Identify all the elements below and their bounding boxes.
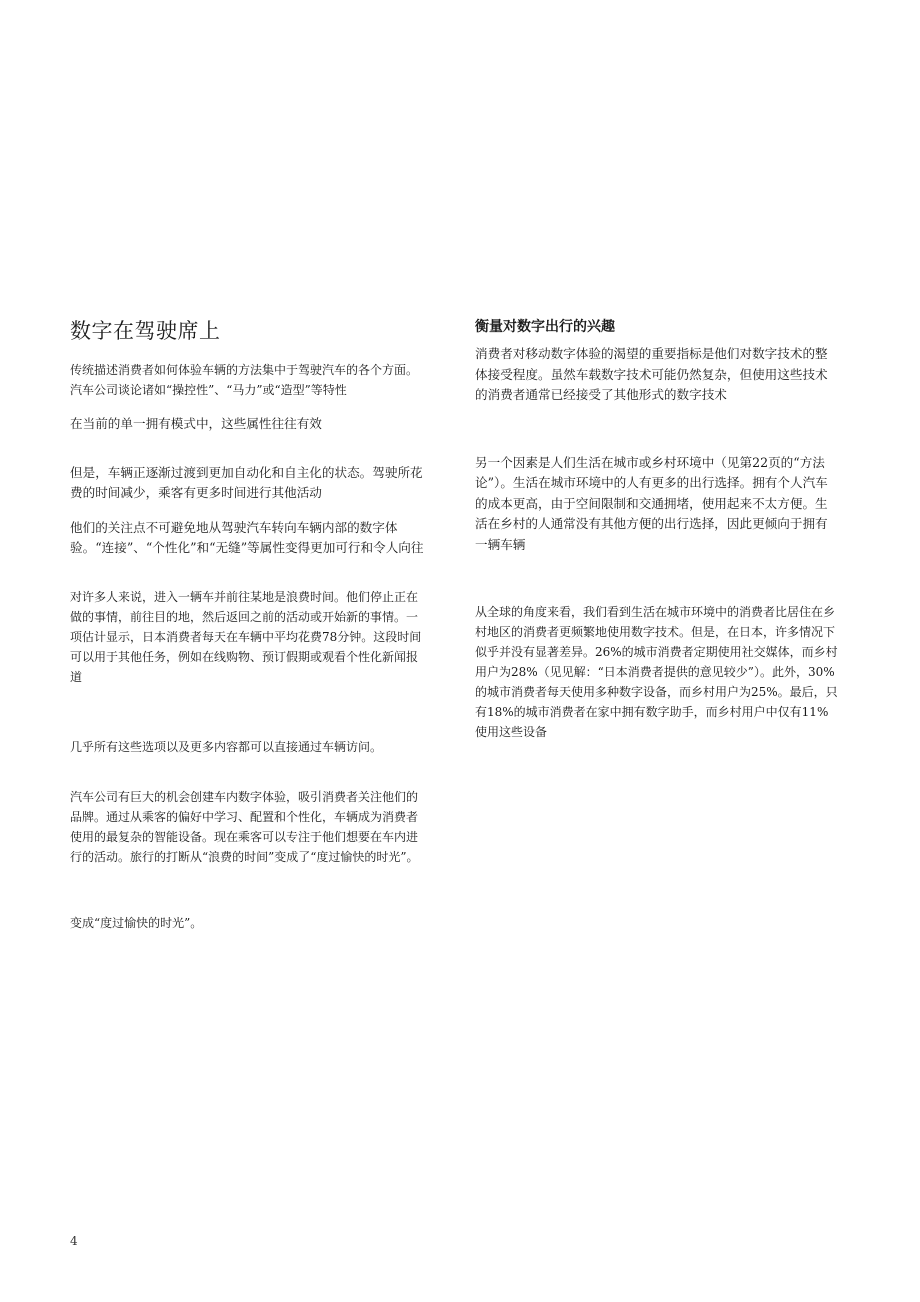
paragraph-7: 汽车公司有巨大的机会创建车内数字体验，吸引消费者关注他们的品牌。通过从乘客的偏好中学习、配置和个性化，车辆成为消费者使用的最复杂的智能设备。现在乘客可以专注于他们想要在车内进行的活动。旅行的打断从“浪费的时间”变成了“度过愉快的时光”。 bbox=[70, 789, 419, 864]
paragraph-2: 在当前的单一拥有模式中，这些属性往往有效 bbox=[70, 416, 322, 432]
page-number: 4 bbox=[70, 1234, 78, 1248]
right-column bbox=[475, 318, 840, 742]
paragraph-right-1: 消费者对移动数字体验的渴望的重要指标是他们对数字技术的整体接受程度。虽然车载数字技术可能仍然复杂，但使用这些技术的消费者通常已经接受了其他形式的数字技术 bbox=[475, 346, 828, 403]
left-column bbox=[70, 318, 425, 933]
paragraph-6: 几乎所有这些选项以及更多内容都可以直接通过车辆访问。 bbox=[70, 739, 383, 754]
section-subtitle: 衡量对数字出行的兴趣 bbox=[475, 319, 615, 335]
paragraph-right-2: 另一个因素是人们生活在城市或乡村环境中（见第22页的“方法论”）。生活在城市环境中的人有更多的出行选择。拥有个人汽车的成本更高，由于空间限制和交通拥堵，使用起来不太方便。生活在乡村的人通常没有其他方便的出行选择，因此更倾向于拥有一辆车辆 bbox=[475, 454, 828, 552]
paragraph-8: 变成“度过愉快的时光”。 bbox=[70, 915, 203, 930]
paragraph-3: 但是，车辆正逐渐过渡到更加自动化和自主化的状态。驾驶所花费的时间减少，乘客有更多时间进行其他活动 bbox=[70, 464, 423, 501]
paragraph-right-3: 从全球的角度来看，我们看到生活在城市环境中的消费者比居住在乡村地区的消费者更频繁地使用数字技术。但是，在日本，许多情况下似乎并没有显著差异。26%的城市消费者定期使用社交媒体，而乡村用户为28%（见见解：“日本消费者提供的意见较少”）。此外，30%的城市消费者每天使用多种数字设备，而乡村用户为25%。最后，只有18%的城市消费者在家中拥有数字助手，而乡村用户中仅有11%使用这些设备 bbox=[475, 605, 838, 740]
paragraph-4: 他们的关注点不可避免地从驾驶汽车转向车辆内部的数字体验。“连接”、“个性化”和“无缝”等属性变得更加可行和令人向往 bbox=[70, 519, 424, 556]
paragraph-5: 对许多人来说，进入一辆车并前往某地是浪费时间。他们停止正在做的事情，前往目的地，然后返回之前的活动或开始新的事情。一项估计显示，日本消费者每天在车辆中平均花费78分钟。这段时间可以用于其他任务，例如在线购物、预订假期或观看个性化新闻报道 bbox=[70, 589, 422, 684]
paragraph-1: 传统描述消费者如何体验车辆的方法集中于驾驶汽车的各个方面。汽车公司谈论诸如“操控性”、“马力”或“造型”等特性 bbox=[70, 363, 419, 398]
section-title: 数字在驾驶席上 bbox=[70, 319, 221, 343]
